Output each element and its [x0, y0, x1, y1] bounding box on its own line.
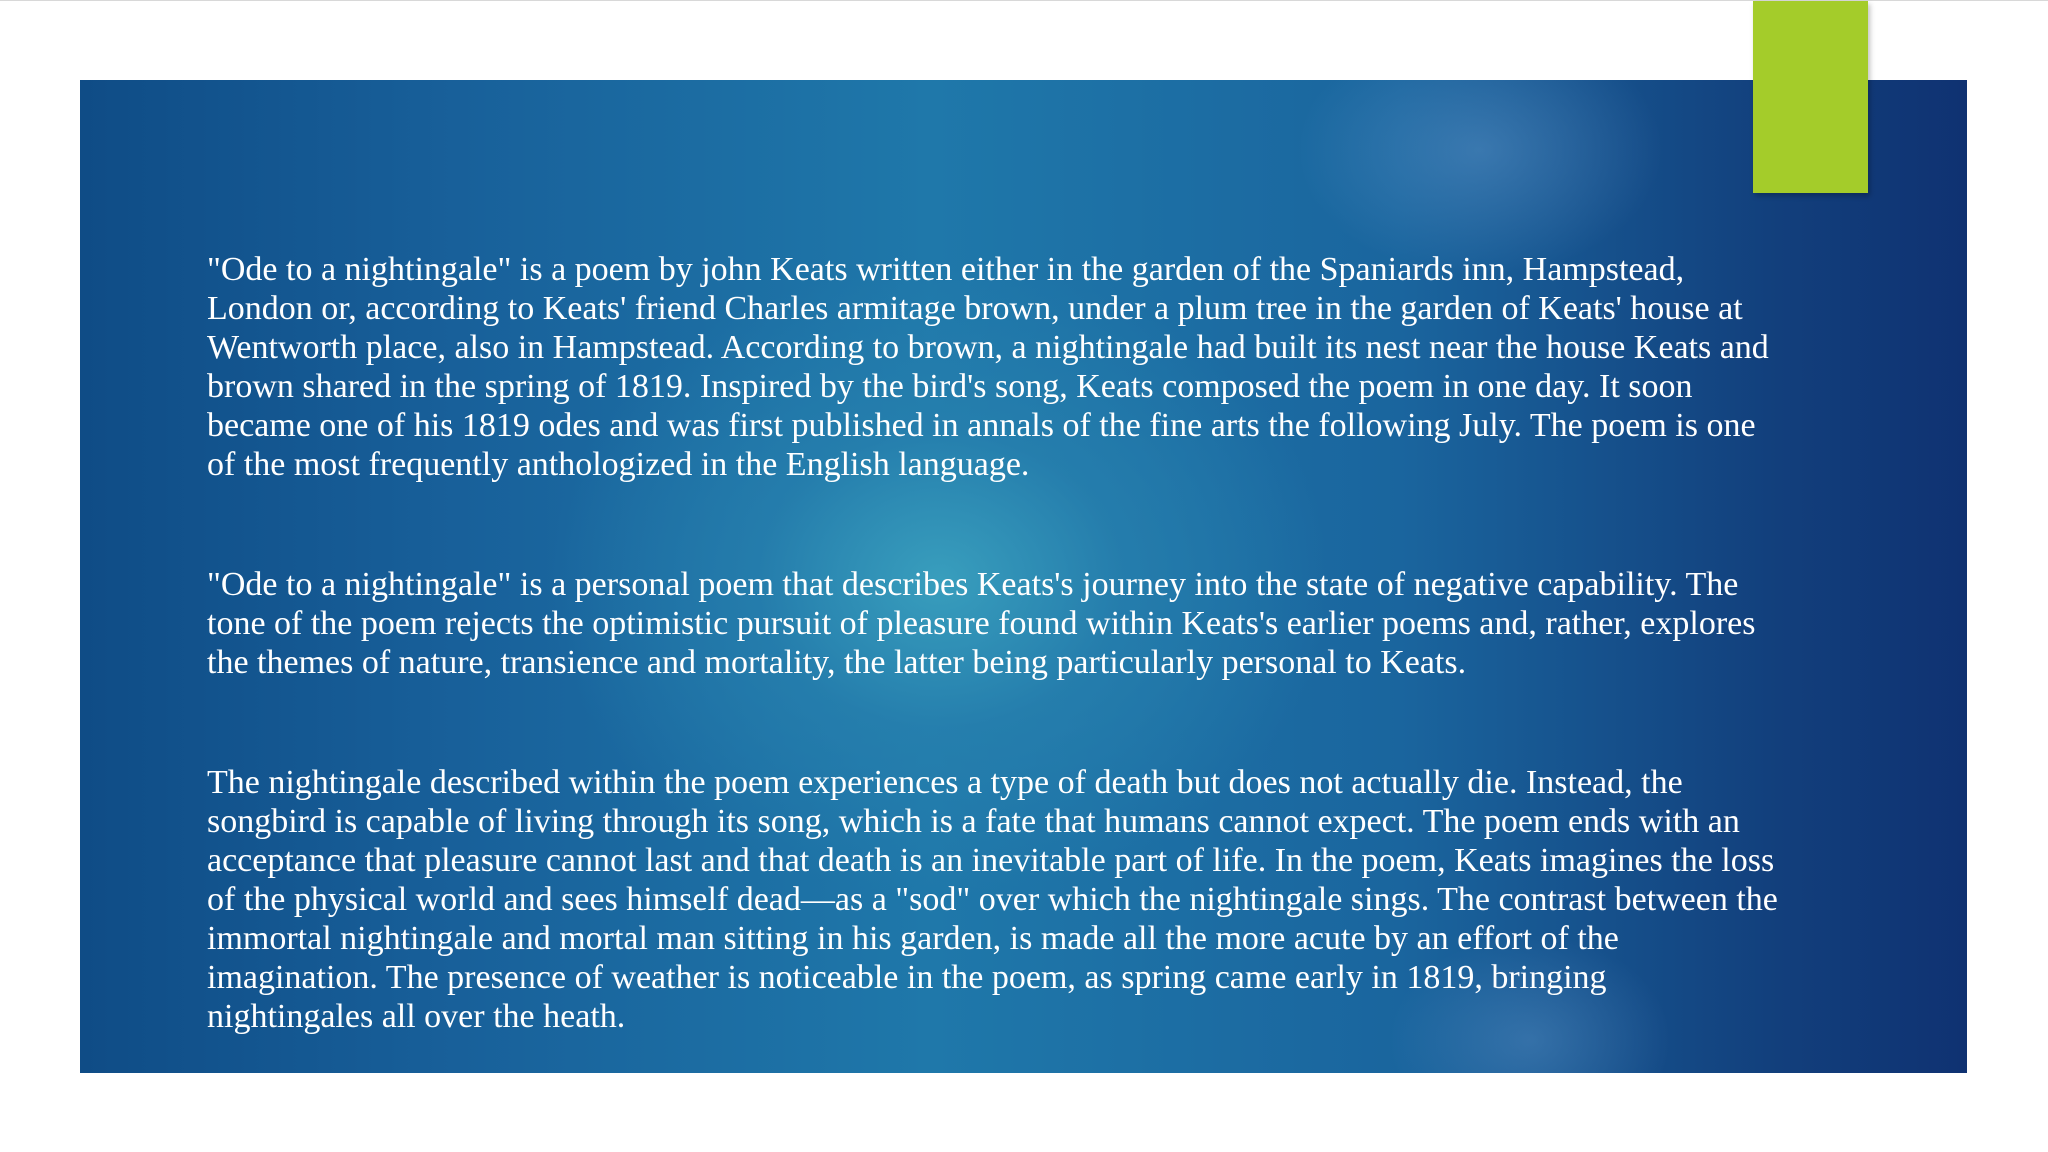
paragraph-1: "Ode to a nightingale" is a poem by john Keats written either in the garden of the Spaniards inn, Hampstead, London or, according to Keats' friend Charles armitage brown, under a plum tree in the garden of Keats' house at Wentworth place, also in Hampstead. According to brown, a nightingale had built its nest near the house Keats and brown shared in the spring of 1819. Inspired by the bird's song, Keats composed the poem in one day. It soon became one of his 1819 odes and was first published in annals of the fine arts the following July. The poem is one of the most frequently anthologized in the English language. — [207, 251, 1769, 483]
content-panel — [80, 80, 1967, 1073]
paragraph-3: The nightingale described within the poem experiences a type of death but does not actually die. Instead, the songbird is capable of living through its song, which is a fate that humans cannot expect. The poem ends with an acceptance that pleasure cannot last and that death is an inevitable part of life. In the poem, Keats imagines the loss of the physical world and sees himself dead—as a "sod" over which the nightingale sings. The contrast between the immortal nightingale and mortal man sitting in his garden, is made all the more acute by an effort of the imagination. The presence of weather is noticeable in the poem, as spring came early in 1819, bringing nightingales all over the heath. — [207, 764, 1778, 1035]
body-text — [207, 250, 1907, 1036]
accent-bar — [1753, 1, 1868, 193]
paragraph-2: "Ode to a nightingale" is a personal poem that describes Keats's journey into the state of negative capability. The tone of the poem rejects the optimistic pursuit of pleasure found within Keats's earlier poems and, rather, explores the themes of nature, transience and mortality, the latter being particularly personal to Keats. — [207, 566, 1756, 681]
